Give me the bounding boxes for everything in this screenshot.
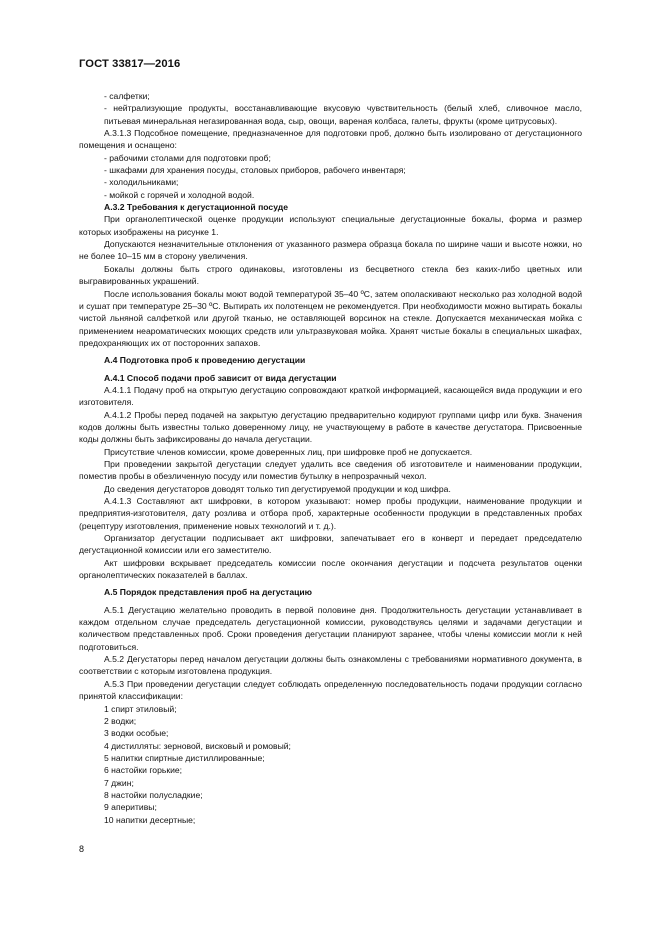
clause-a-3-1-3: А.3.1.3 Подсобное помещение, предназначенное для подготовки проб, должно быть изолировано от дегустационного помещения и оснащено:	[79, 128, 582, 151]
clause-a-5-3: А.5.3 При проведении дегустации следует соблюдать определенную последовательность подачи продукции согласно принятой классификации:	[79, 678, 582, 702]
list-item: 1 спирт этиловый;	[104, 703, 177, 714]
heading-a-3-2: А.3.2 Требования к дегустационной посуде	[104, 202, 289, 213]
paragraph-presence: Присутствие членов комиссии, кроме доверенных лиц, при шифровке проб не допускается.	[104, 446, 473, 457]
list-item: 3 водки особые;	[104, 728, 169, 739]
bullet-napkins: - салфетки;	[104, 91, 150, 101]
classification-list	[79, 703, 582, 826]
paragraph-washing: После использования бокалы моют водой температурой 35–40 ºС, затем ополаскивают несколько раз холодной водой и сушат при температуре 25–30 ºС. Вытирать их полотенцем не рекомендуется. При необходимости можно вытирать бокалы чистой льняной салфеткой или другой тканью, не оставляющей ворсинок на стекле. Допускается механическая мойка с применением неароматических моющих средств или ультразвуковая мойка. Хранят чистые бокалы в специальных шкафах, предохраняющих их от посторонних запахов.	[79, 288, 582, 348]
paragraph-act-opening: Акт шифровки вскрывает председатель комиссии после окончания дегустации и подсчета результатов оценки органолептических показателей в баллах.	[79, 557, 582, 581]
clause-a-5-2: А.5.2 Дегустаторы перед началом дегустации должны быть ознакомлены с требованиями нормативного документа, в соответствии с которым изготовлена продукция.	[79, 654, 582, 677]
clause-a-4-1-3: А.4.1.3 Составляют акт шифровки, в котором указывают: номер пробы продукции, наименование продукции и предприятия-изготовителя, дату розлива и отбора проб, характерные особенности продукции в представленных пробах (рецептуру изготовления, применение новых технологий и т. д.).	[79, 496, 582, 531]
clause-a-4-1-1: А.4.1.1 Подачу проб на открытую дегустацию сопровождают краткой информацией, касающейся вида продукции и его изготовителя.	[79, 384, 582, 408]
list-item: 10 напитки десертные;	[104, 814, 196, 825]
list-item: 9 аперитивы;	[104, 802, 157, 813]
paragraph-deviations: Допускаются незначительные отклонения от указанного размера образца бокала по ширине чаши и высоте ножки, но не более 10–15 мм в сторону увеличения.	[79, 239, 582, 262]
list-item: 5 напитки спиртные дистиллированные;	[104, 752, 265, 763]
document-body	[79, 90, 582, 826]
heading-a-4: А.4 Подготовка проб к проведению дегустации	[104, 355, 306, 366]
list-item: 6 настойки горькие;	[104, 765, 183, 776]
clause-a-5-1: А.5.1 Дегустацию желательно проводить в первой половине дня. Продолжительность дегустации устанавливает в каждом отдельном случае председатель дегустационной комиссии, руководствуясь целями и задачами дегустации и количеством представленных проб. Сроки проведения дегустации планируют заранее, чтобы члены комиссии могли к ней подготовиться.	[79, 604, 582, 652]
list-item: 4 дистилляты: зерновой, висковый и ромовый;	[104, 740, 291, 751]
heading-a-5: А.5 Порядок представления проб на дегустацию	[104, 587, 313, 598]
list-item: 7 джин;	[104, 777, 134, 788]
clause-a-4-1-2: А.4.1.2 Пробы перед подачей на закрытую дегустацию предварительно кодируют группами цифр или букв. Значения кодов должны быть известны только доверенному лицу, не участвующему в работе в качестве дегустатора. Присвоенные коды должны быть зафиксированы до начала дегустации.	[79, 409, 582, 445]
paragraph-glass-material: Бокалы должны быть строго одинаковы, изготовлены из бесцветного стекла без каких-либо цветных или выгравированных украшений.	[79, 263, 582, 287]
document-header: ГОСТ 33817—2016	[79, 58, 181, 70]
bullet-refrigerators: - холодильниками;	[104, 177, 179, 188]
paragraph-tasters-info: До сведения дегустаторов доводят только тип дегустируемой продукции и код шифра.	[104, 483, 451, 494]
bullet-work-tables: - рабочими столами для подготовки проб;	[104, 152, 271, 163]
bullet-neutralizing-products: - нейтрализующие продукты, восстанавливающие вкусовую чувствительность (белый хлеб, сливочное масло, питьевая минеральная негазированная вода, сыр, овощи, вареная колбаса, галеты, фрукты (кроме цитрусовых).	[104, 103, 582, 126]
bullet-cabinets: - шкафами для хранения посуды, столовых приборов, рабочего инвентаря;	[104, 165, 406, 176]
paragraph-glasses: При органолептической оценке продукции используют специальные дегустационные бокалы, форма и размер которых изображены на рисунке 1.	[79, 214, 582, 237]
paragraph-organizer: Организатор дегустации подписывает акт шифровки, запечатывает его в конверт и передает председателю дегустационной комиссии или его заместителю.	[79, 533, 582, 556]
page-number: 8	[79, 844, 85, 854]
list-item: 2 водки;	[104, 715, 137, 726]
heading-a-4-1: А.4.1 Способ подачи проб зависит от вида дегустации	[104, 372, 337, 383]
paragraph-closed-tasting: При проведении закрытой дегустации следует удалить все сведения об изготовителе и наименовании продукции, поместив пробы в обезличенную посуду или поместив бутылку в непрозрачный чехол.	[79, 458, 582, 482]
list-item: 8 настойки полусладкие;	[104, 789, 203, 800]
bullet-sink: - мойкой с горячей и холодной водой.	[104, 189, 255, 200]
